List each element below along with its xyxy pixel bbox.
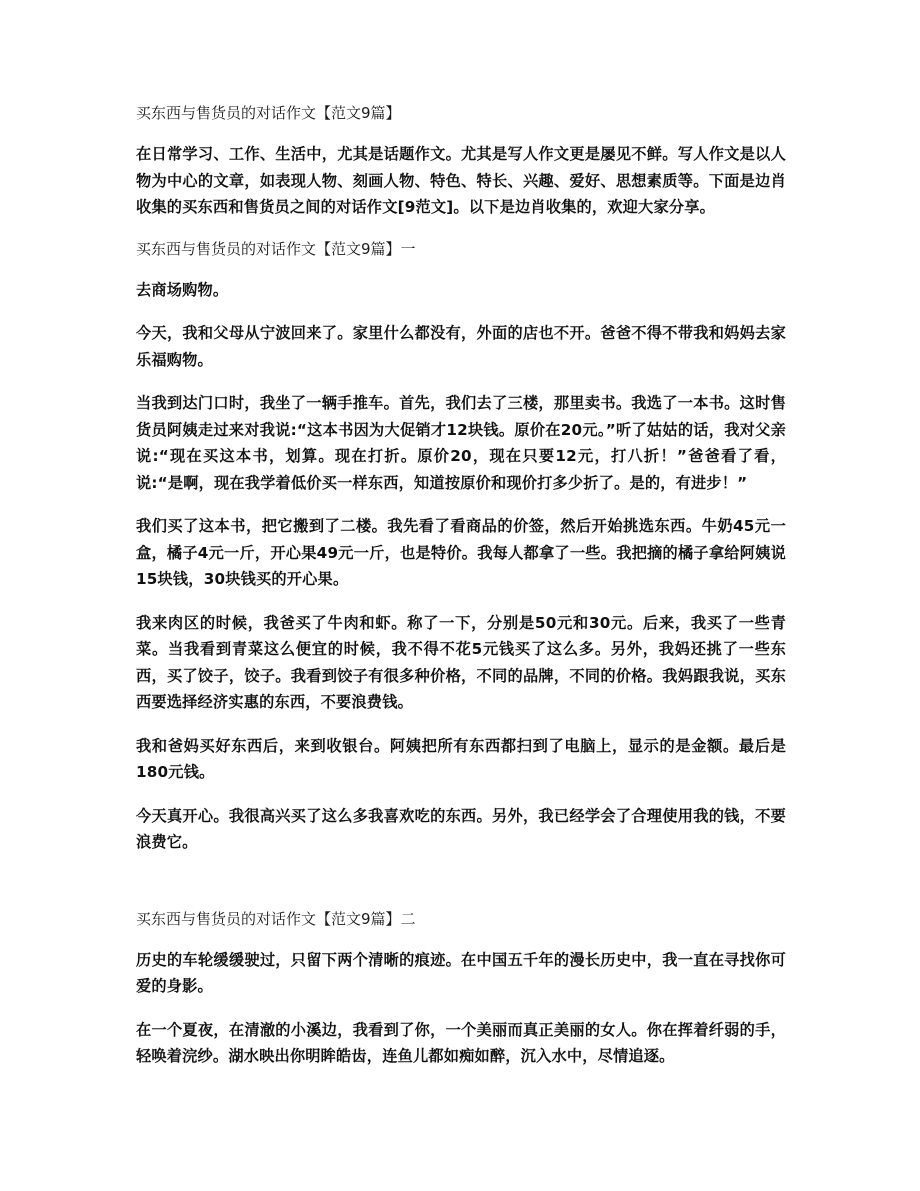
- section2-paragraph-1: 历史的车轮缓缓驶过，只留下两个清晰的痕迹。在中国五千年的漫长历史中，我一直在寻找你可爱的身影。: [136, 950, 786, 995]
- section1-paragraph-5: 我来肉区的时候，我爸买了牛肉和虾。称了一下，分别是50元和30元。后来，我买了一些青菜。当我看到青菜这么便宜的时候，我不得不花5元钱买了这么多。另外，我妈还挑了一些东西，买了饺子，饺子。我看到饺子有很多种价格，不同的品牌，不同的价格。我妈跟我说，买东西要选择经济实惠的东西，不要浪费钱。: [136, 613, 786, 711]
- section2-paragraph-2: 在一个夏夜，在清澈的小溪边，我看到了你，一个美丽而真正美丽的女人。你在挥着纤弱的手，轻唤着浣纱。湖水映出你明眸皓齿，连鱼儿都如痴如醉，沉入水中，尽情追逐。: [136, 1020, 786, 1065]
- section1-paragraph-3: 当我到达门口时，我坐了一辆手推车。首先，我们去了三楼，那里卖书。我选了一本书。这时售货员阿姨走过来对我说:“这本书因为大促销才12块钱。原价在20元。”听了姑姑的话，我对父亲说:“现在买这本书，划算。现在打折。原价20，现在只要12元，打八折！”爸爸看了看，说:“是啊，现在我学着低价买一样东西，知道按原价和现价打多少折了。是的，有进步！”: [136, 394, 786, 492]
- document-page: [136, 102, 786, 1070]
- section1-paragraph-2: 今天，我和父母从宁波回来了。家里什么都没有，外面的店也不开。爸爸不得不带我和妈妈去家乐福购物。: [136, 324, 786, 369]
- section1-paragraph-6: 我和爸妈买好东西后，来到收银台。阿姨把所有东西都扫到了电脑上，显示的是金额。最后是180元钱。: [136, 736, 786, 781]
- section2-title: 买东西与售货员的对话作文【范文9篇】二: [136, 909, 416, 928]
- section1-paragraph-4: 我们买了这本书，把它搬到了二楼。我先看了看商品的价签，然后开始挑选东西。牛奶45元一盒，橘子4元一斤，开心果49元一斤，也是特价。我每人都拿了一些。我把摘的橘子拿给阿姨说15块钱，30块钱买的开心果。: [136, 517, 786, 588]
- section1-title: 买东西与售货员的对话作文【范文9篇】一: [136, 239, 416, 258]
- main-title: 买东西与售货员的对话作文【范文9篇】: [136, 104, 401, 122]
- section1-paragraph-7: 今天真开心。我很高兴买了这么多我喜欢吃的东西。另外，我已经学会了合理使用我的钱，不要浪费它。: [136, 806, 786, 851]
- intro-paragraph: 在日常学习、工作、生活中，尤其是话题作文。尤其是写人作文更是屡见不鲜。写人作文是以人物为中心的文章，如表现人物、刻画人物、特色、特长、兴趣、爱好、思想素质等。下面是边肖收集的买东西和售货员之间的对话作文[9范文]。以下是边肖收集的，欢迎大家分享。: [136, 145, 786, 216]
- section1-paragraph-1: 去商场购物。: [136, 280, 229, 299]
